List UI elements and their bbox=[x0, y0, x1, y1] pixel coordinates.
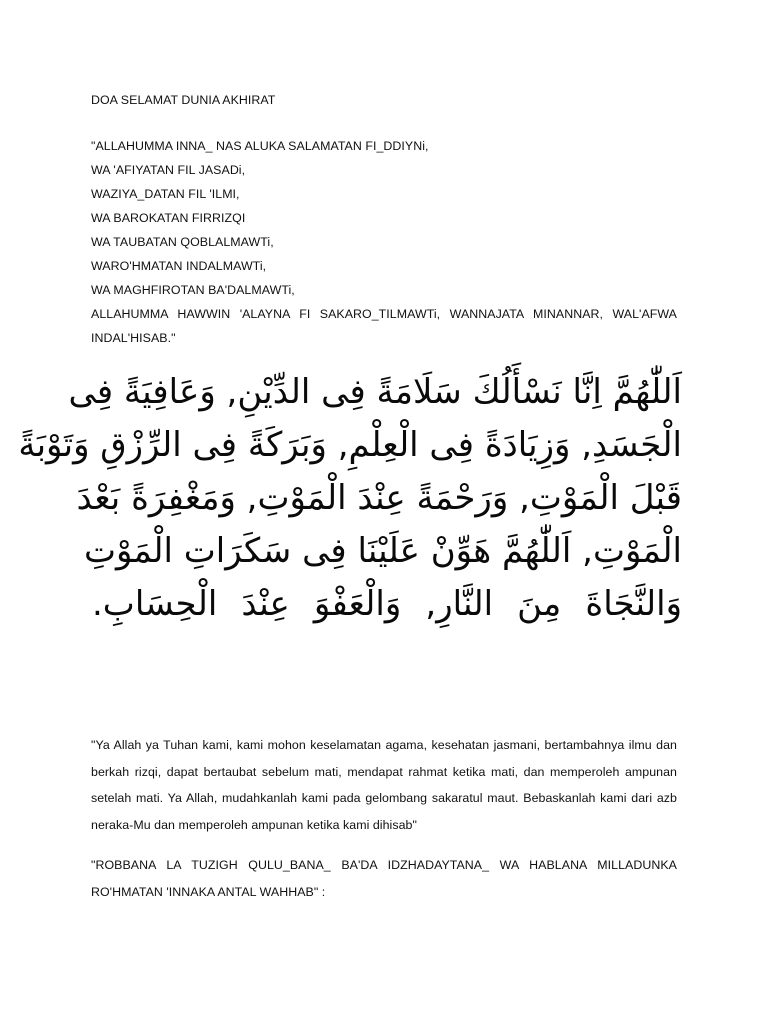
translation-paragraph: "Ya Allah ya Tuhan kami, kami mohon keselamatan agama, kesehatan jasmani, bertambahnya ilmu dan berkah rizqi, dapat bertaubat sebelum mati, mendapat rahmat ketika mati, dan memperoleh ampunan setelah mati. Ya Allah, mudahkanlah kami pada gelombang sakaratul maut. Bebaskanlah kami dari azb neraka-Mu dan memperoleh ampunan ketika kami dihisab" bbox=[91, 738, 677, 832]
arabic-line: الْجَسَدِ, وَزِيَادَةً فِى الْعِلْمِ, وَبَرَكَةً فِى الرِّزْقِ وَتَوْبَةً bbox=[18, 425, 682, 465]
transliteration-line: "ALLAHUMMA INNA_ NAS ALUKA SALAMATAN FI_DDIYNi, bbox=[91, 139, 429, 153]
transliteration-line: WAZIYA_DATAN FIL 'ILMI, bbox=[91, 187, 240, 201]
arabic-prayer-text bbox=[18, 366, 682, 686]
transliteration-block bbox=[91, 134, 677, 350]
transliteration-line: WARO'HMATAN INDALMAWTi, bbox=[91, 259, 267, 273]
robbana-paragraph: "ROBBANA LA TUZIGH QULU_BANA_ BA'DA IDZHADAYTANA_ WA HABLANA MILLADUNKA RO'HMATAN 'INNAKA ANTAL WAHHAB" : bbox=[91, 858, 677, 899]
arabic-line: وَالنَّجَاةَ مِنَ النَّارِ, وَالْعَفْوَ عِنْدَ الْحِسَابِ. bbox=[92, 584, 682, 624]
arabic-line: اَللّٰهُمَّ اِنَّا نَسْأَلُكَ سَلَامَةً فِى الدِّيْنِ, وَعَافِيَةً فِى bbox=[68, 372, 682, 412]
transliteration-line: WA 'AFIYATAN FIL JASADi, bbox=[91, 163, 246, 177]
transliteration-line: WA TAUBATAN QOBLALMAWTi, bbox=[91, 235, 274, 249]
document-title: DOA SELAMAT DUNIA AKHIRAT bbox=[91, 93, 276, 107]
transliteration-line: WA BAROKATAN FIRRIZQI bbox=[91, 211, 246, 225]
arabic-line: الْمَوْتِ, اَللّٰهُمَّ هَوِّنْ عَلَيْنَا فِى سَكَرَاتِ الْمَوْتِ bbox=[83, 531, 682, 571]
arabic-line: قَبْلَ الْمَوْتِ, وَرَحْمَةً عِنْدَ الْمَوْتِ, وَمَغْفِرَةً بَعْدَ bbox=[76, 478, 682, 518]
transliteration-line: ALLAHUMMA HAWWIN 'ALAYNA FI SAKARO_TILMAWTi, WANNAJATA MINANNAR, WAL'AFWA INDAL'HISAB." bbox=[91, 307, 677, 345]
transliteration-line: WA MAGHFIROTAN BA'DALMAWTi, bbox=[91, 283, 295, 297]
